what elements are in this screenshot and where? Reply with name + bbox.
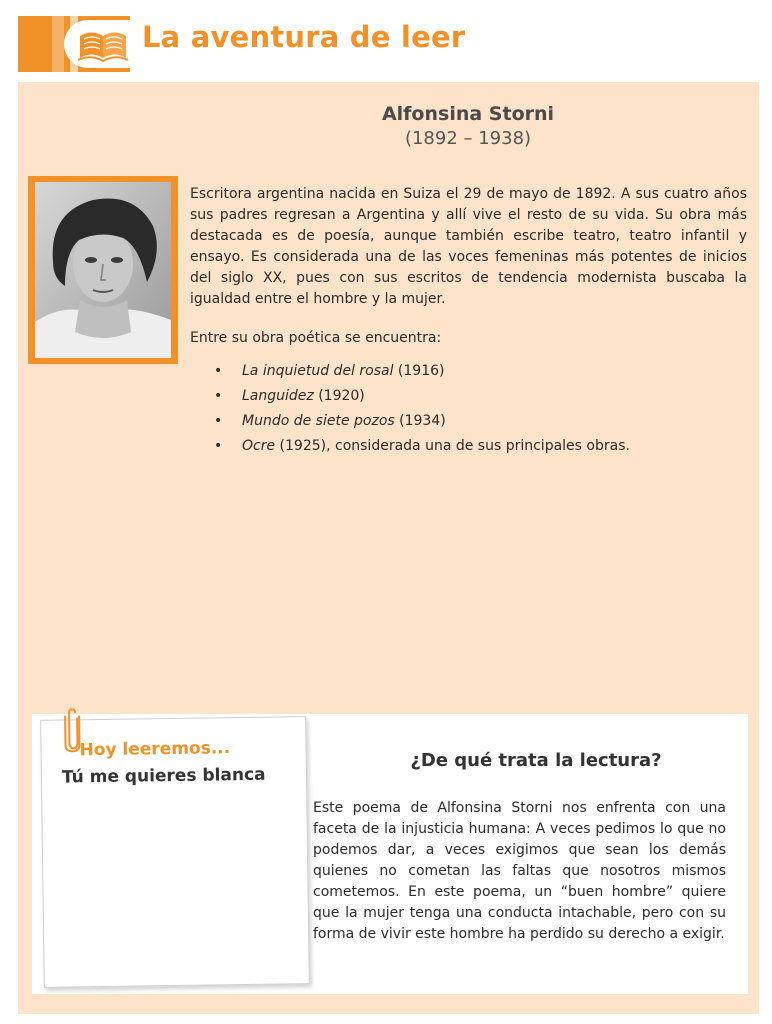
reading-heading: ¿De qué trata la lectura? — [410, 750, 662, 771]
author-dates: (1892 – 1938) — [404, 128, 532, 149]
reading-note-card — [40, 716, 310, 988]
biography-panel — [18, 82, 759, 1014]
portrait-photo — [35, 182, 171, 358]
reading-summary: Este poema de Alfonsina Storni nos enfrenta con una faceta de la injusticia humana: A veces pedimos lo que no podemos dar, a veces exigimos que sean los demás quienes no cometan las faltas que nosotros mismos cometemos. En este poema, un “buen hombre” quiere que la mujer tenga una conducta intachable, pero con su forma de vivir este hombre ha perdido su derecho a exigir. — [313, 800, 726, 942]
list-item: • Mundo de siete pozos (1934) — [212, 409, 732, 434]
works-list — [212, 359, 732, 459]
list-item: • Languidez (1920) — [212, 384, 732, 409]
section-logo — [18, 16, 130, 72]
page-header — [18, 14, 758, 74]
page-title: La aventura de leer — [142, 20, 466, 54]
list-item: • Ocre (1925), considerada una de sus principales obras. — [212, 434, 732, 459]
reading-title: Tú me quieres blanca — [61, 764, 266, 788]
open-book-icon — [76, 24, 130, 64]
author-portrait — [28, 176, 178, 364]
reading-section — [32, 714, 748, 994]
author-name: Alfonsina Storni — [381, 103, 555, 125]
works-intro: Entre su obra poética se encuentra: — [190, 330, 442, 346]
biography-paragraph: Escritora argentina nacida en Suiza el 29 de mayo de 1892. A sus cuatro años sus padres regresan a Argentina y allí vive el resto de su vida. Su obra más destacada es de poesía, aunque también escribe teatro, teatro infantil y ensayo. Es considerada una de las voces femeninas más potentes de inicios del siglo XX, pues con sus escritos de tendencia modernista buscaba la igualdad entre el hombre y la mujer. — [190, 186, 747, 307]
note-label: Hoy leeremos... — [79, 738, 231, 761]
list-item: • La inquietud del rosal (1916) — [212, 359, 732, 384]
